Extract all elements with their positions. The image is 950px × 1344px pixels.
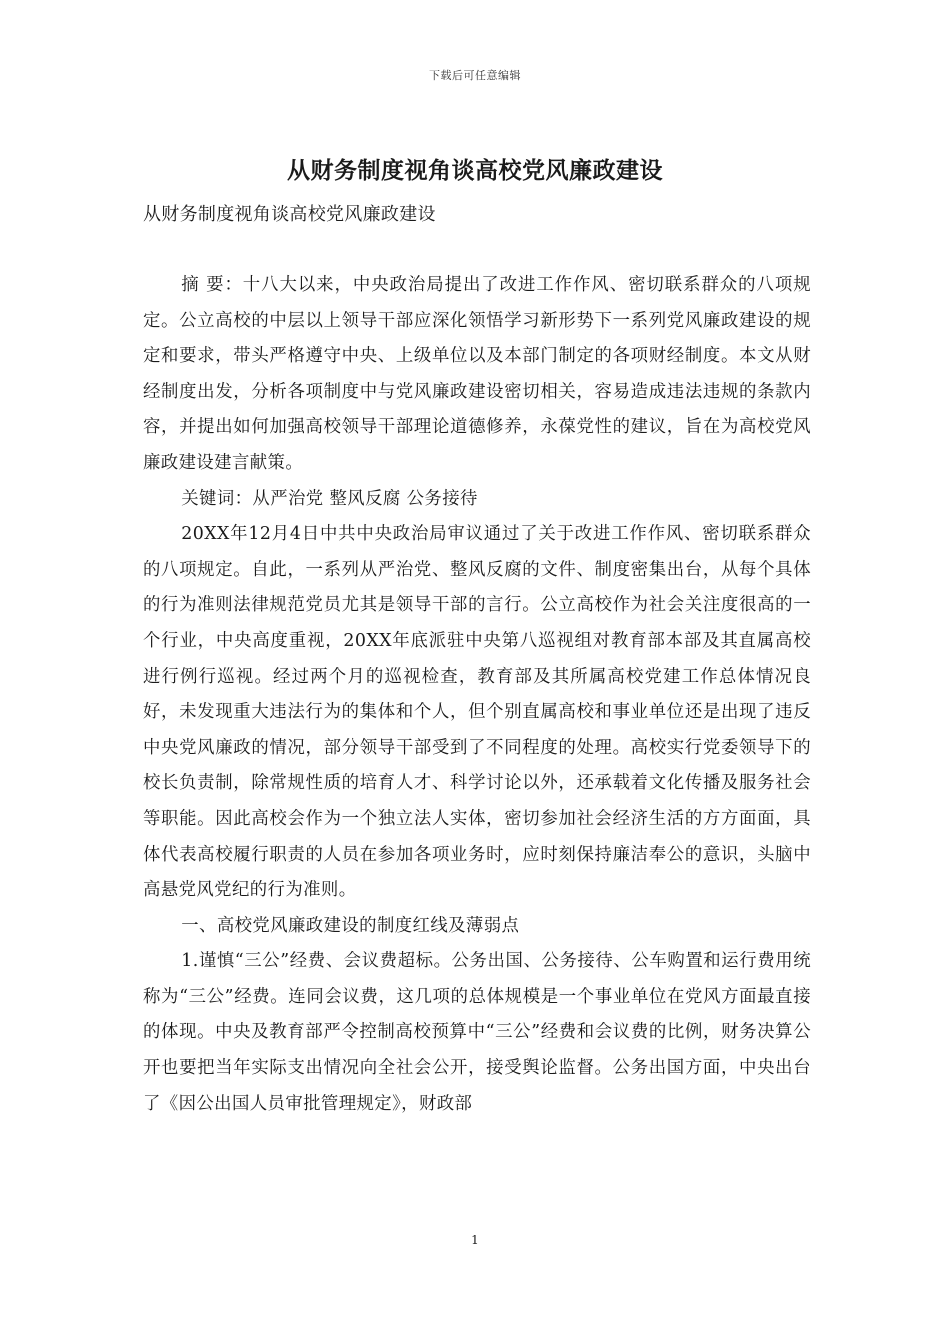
document-body <box>143 268 811 1122</box>
section-heading: 一、高校党风廉政建设的制度红线及薄弱点 <box>181 915 520 936</box>
header-note: 下载后可任意编辑 <box>429 69 521 82</box>
intro-paragraph: 20XX年12月4日中共中央政治局审议通过了关于改进工作作风、密切联系群众的八项规定。自此，一系列从严治党、整风反腐的文件、制度密集出台，从每个具体的行为准则法律规范党员尤其是领导干部的言行。公立高校作为社会关注度很高的一个行业，中央高度重视，20XX年底派驻中央第八巡视组对教育部本部及其直属高校进行例行巡视。经过两个月的巡视检查，教育部及其所属高校党建工作总体情况良好，未发现重大违法行为的集体和个人，但个别直属高校和事业单位还是出现了违反中央党风廉政的情况，部分领导干部受到了不同程度的处理。高校实行党委领导下的校长负责制，除常规性质的培育人才、科学讨论以外，还承载着文化传播及服务社会等职能。因此高校会作为一个独立法人实体，密切参加社会经济生活的方方面面，具体代表高校履行职责的人员在参加各项业务时，应时刻保持廉洁奉公的意识，头脑中高悬党风党纪的行为准则。 <box>143 524 811 901</box>
abstract-paragraph: 摘 要：十八大以来，中央政治局提出了改进工作作风、密切联系群众的八项规定。公立高校的中层以上领导干部应深化领悟学习新形势下一系列党风廉政建设的规定和要求，带头严格遵守中央、上级单位以及本部门制定的各项财经制度。本文从财经制度出发，分析各项制度中与党风廉政建设密切相关，容易造成违法违规的条款内容，并提出如何加强高校领导干部理论道德修养，永葆党性的建议，旨在为高校党风廉政建设建言献策。 <box>143 275 811 473</box>
page-number: 1 <box>471 1233 479 1247</box>
document-title: 从财务制度视角谈高校党风廉政建设 <box>287 157 663 184</box>
document-subtitle: 从财务制度视角谈高校党风廉政建设 <box>143 204 436 225</box>
section-paragraph: 1.谨慎“三公”经费、会议费超标。公务出国、公务接待、公车购置和运行费用统称为“三公”经费。连同会议费，这几项的总体规模是一个事业单位在党风方面最直接的体现。中央及教育部严令控制高校预算中“三公”经费和会议费的比例，财务决算公开也要把当年实际支出情况向全社会公开，接受舆论监督。公务出国方面，中央出台了《因公出国人员审批管理规定》，财政部 <box>143 951 811 1114</box>
keywords-paragraph: 关键词：从严治党 整风反腐 公务接待 <box>181 488 478 509</box>
